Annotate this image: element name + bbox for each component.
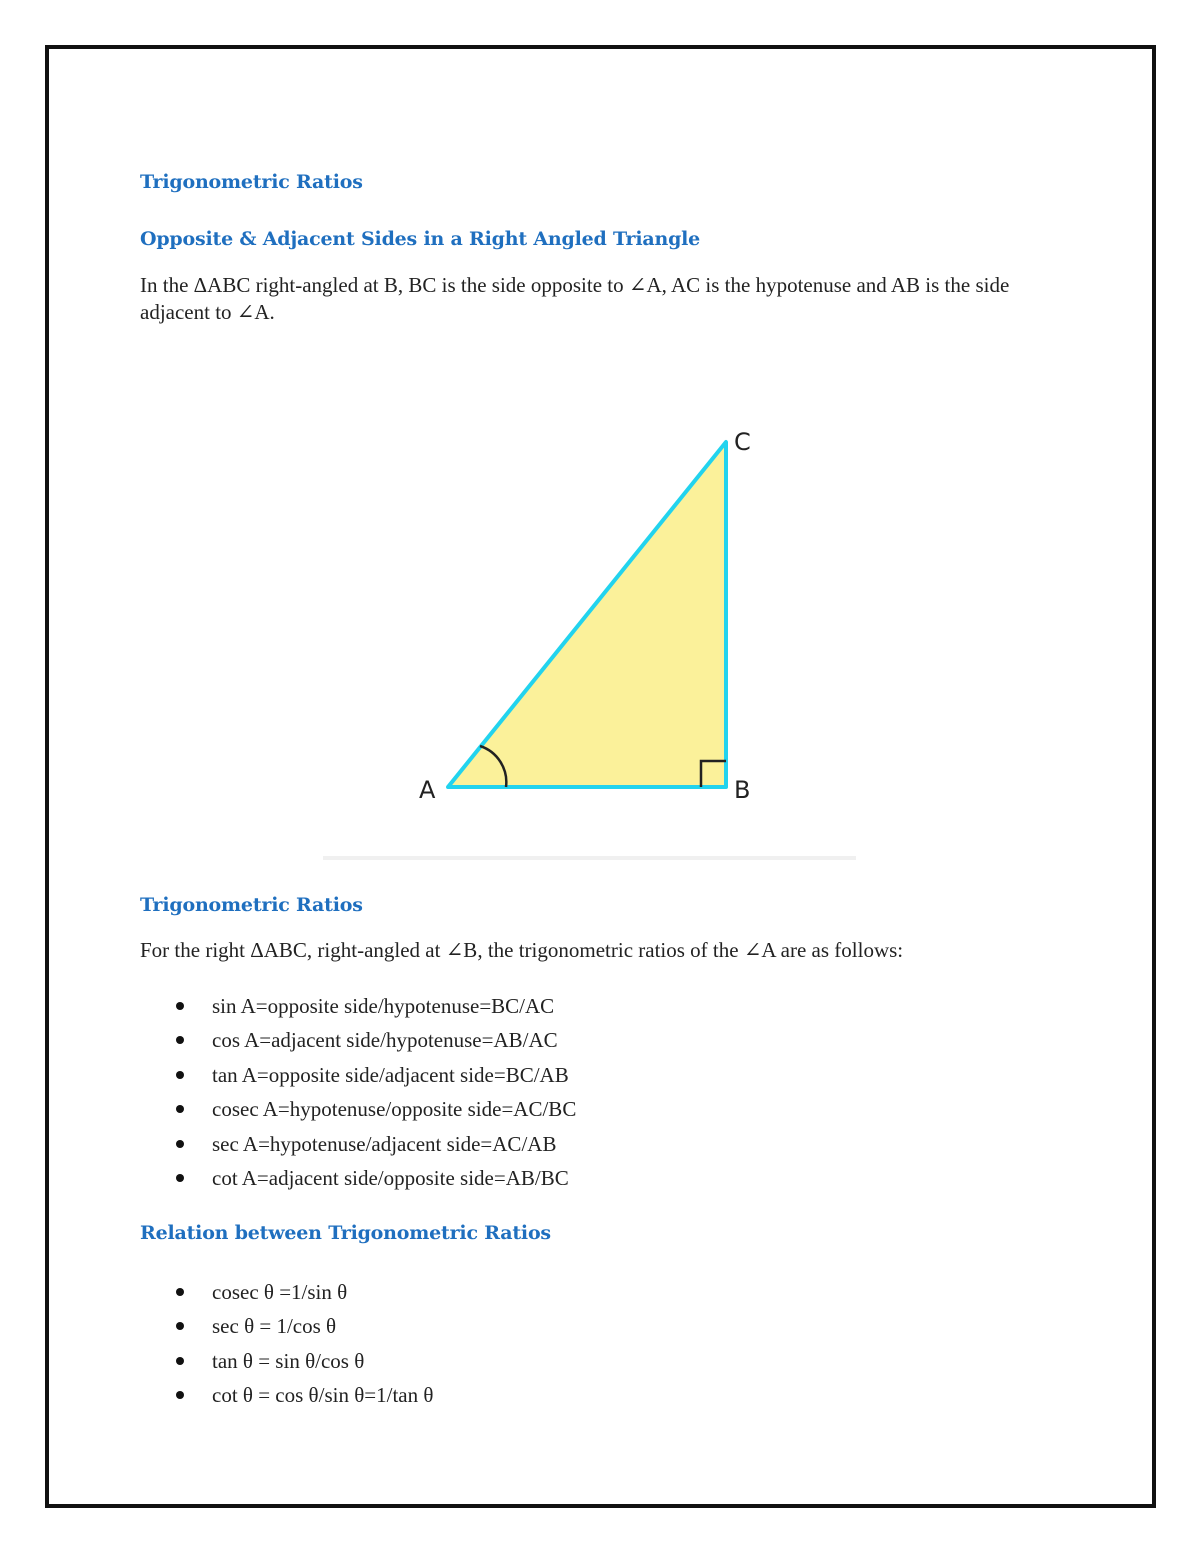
list-item	[170, 1131, 576, 1165]
bullet-icon	[176, 1174, 184, 1182]
bullet-icon	[176, 1288, 184, 1296]
list-item	[170, 1348, 433, 1382]
bullet-icon	[176, 1071, 184, 1079]
ratio-text: tan A=opposite side/adjacent side=BC/AB	[212, 1062, 569, 1087]
sides-paragraph: In the ΔABC right-angled at B, BC is the side opposite to ∠A, AC is the hypotenuse and AB is the side adjacent to ∠A.	[140, 273, 1010, 324]
bullet-icon	[176, 1391, 184, 1399]
ratios-intro-paragraph: For the right ΔABC, right-angled at ∠B, the trigonometric ratios of the ∠A are as follows:	[140, 938, 904, 962]
list-item	[170, 1165, 576, 1199]
bullet-icon	[176, 1036, 184, 1044]
list-item	[170, 993, 576, 1027]
list-item	[170, 1279, 433, 1313]
vertex-label-a: A	[419, 776, 436, 804]
section-heading-relations: Relation between Trigonometric Ratios	[140, 1222, 551, 1244]
relation-text: cosec θ =1/sin θ	[212, 1280, 348, 1304]
vertex-label-c: C	[734, 428, 751, 456]
list-item	[170, 1096, 576, 1130]
section-heading-ratios: Trigonometric Ratios	[140, 894, 363, 916]
ratio-text: cosec A=hypotenuse/opposite side=AC/BC	[212, 1097, 577, 1122]
list-item	[170, 1382, 433, 1416]
page-title: Trigonometric Ratios	[140, 171, 363, 193]
ratio-text: cot A=adjacent side/opposite side=AB/BC	[212, 1165, 569, 1190]
figure-divider	[323, 856, 856, 860]
relation-text: sec θ = 1/cos θ	[212, 1314, 337, 1339]
ratio-text: cos A=adjacent side/hypotenuse=AB/AC	[212, 1028, 558, 1053]
bullet-icon	[176, 1357, 184, 1365]
vertex-label-b: B	[734, 776, 751, 804]
right-triangle-diagram	[320, 420, 860, 820]
relation-text: cot θ = cos θ/sin θ=1/tan θ	[212, 1383, 434, 1408]
ratio-text: sec A=hypotenuse/adjacent side=AC/AB	[212, 1131, 557, 1156]
list-item	[170, 1062, 576, 1096]
ratio-text: sin A=opposite side/hypotenuse=BC/AC	[212, 994, 555, 1018]
bullet-icon	[176, 1140, 184, 1148]
bullet-icon	[176, 1322, 184, 1330]
bullet-icon	[176, 1002, 184, 1010]
list-item	[170, 1313, 433, 1347]
triangle-fill	[448, 442, 726, 787]
ratios-list	[170, 993, 576, 1199]
list-item	[170, 1027, 576, 1061]
relations-list	[170, 1279, 433, 1417]
right-triangle-figure	[320, 420, 860, 820]
section-heading-sides: Opposite & Adjacent Sides in a Right Angled Triangle	[140, 228, 701, 250]
relation-text: tan θ = sin θ/cos θ	[212, 1348, 365, 1373]
bullet-icon	[176, 1105, 184, 1113]
